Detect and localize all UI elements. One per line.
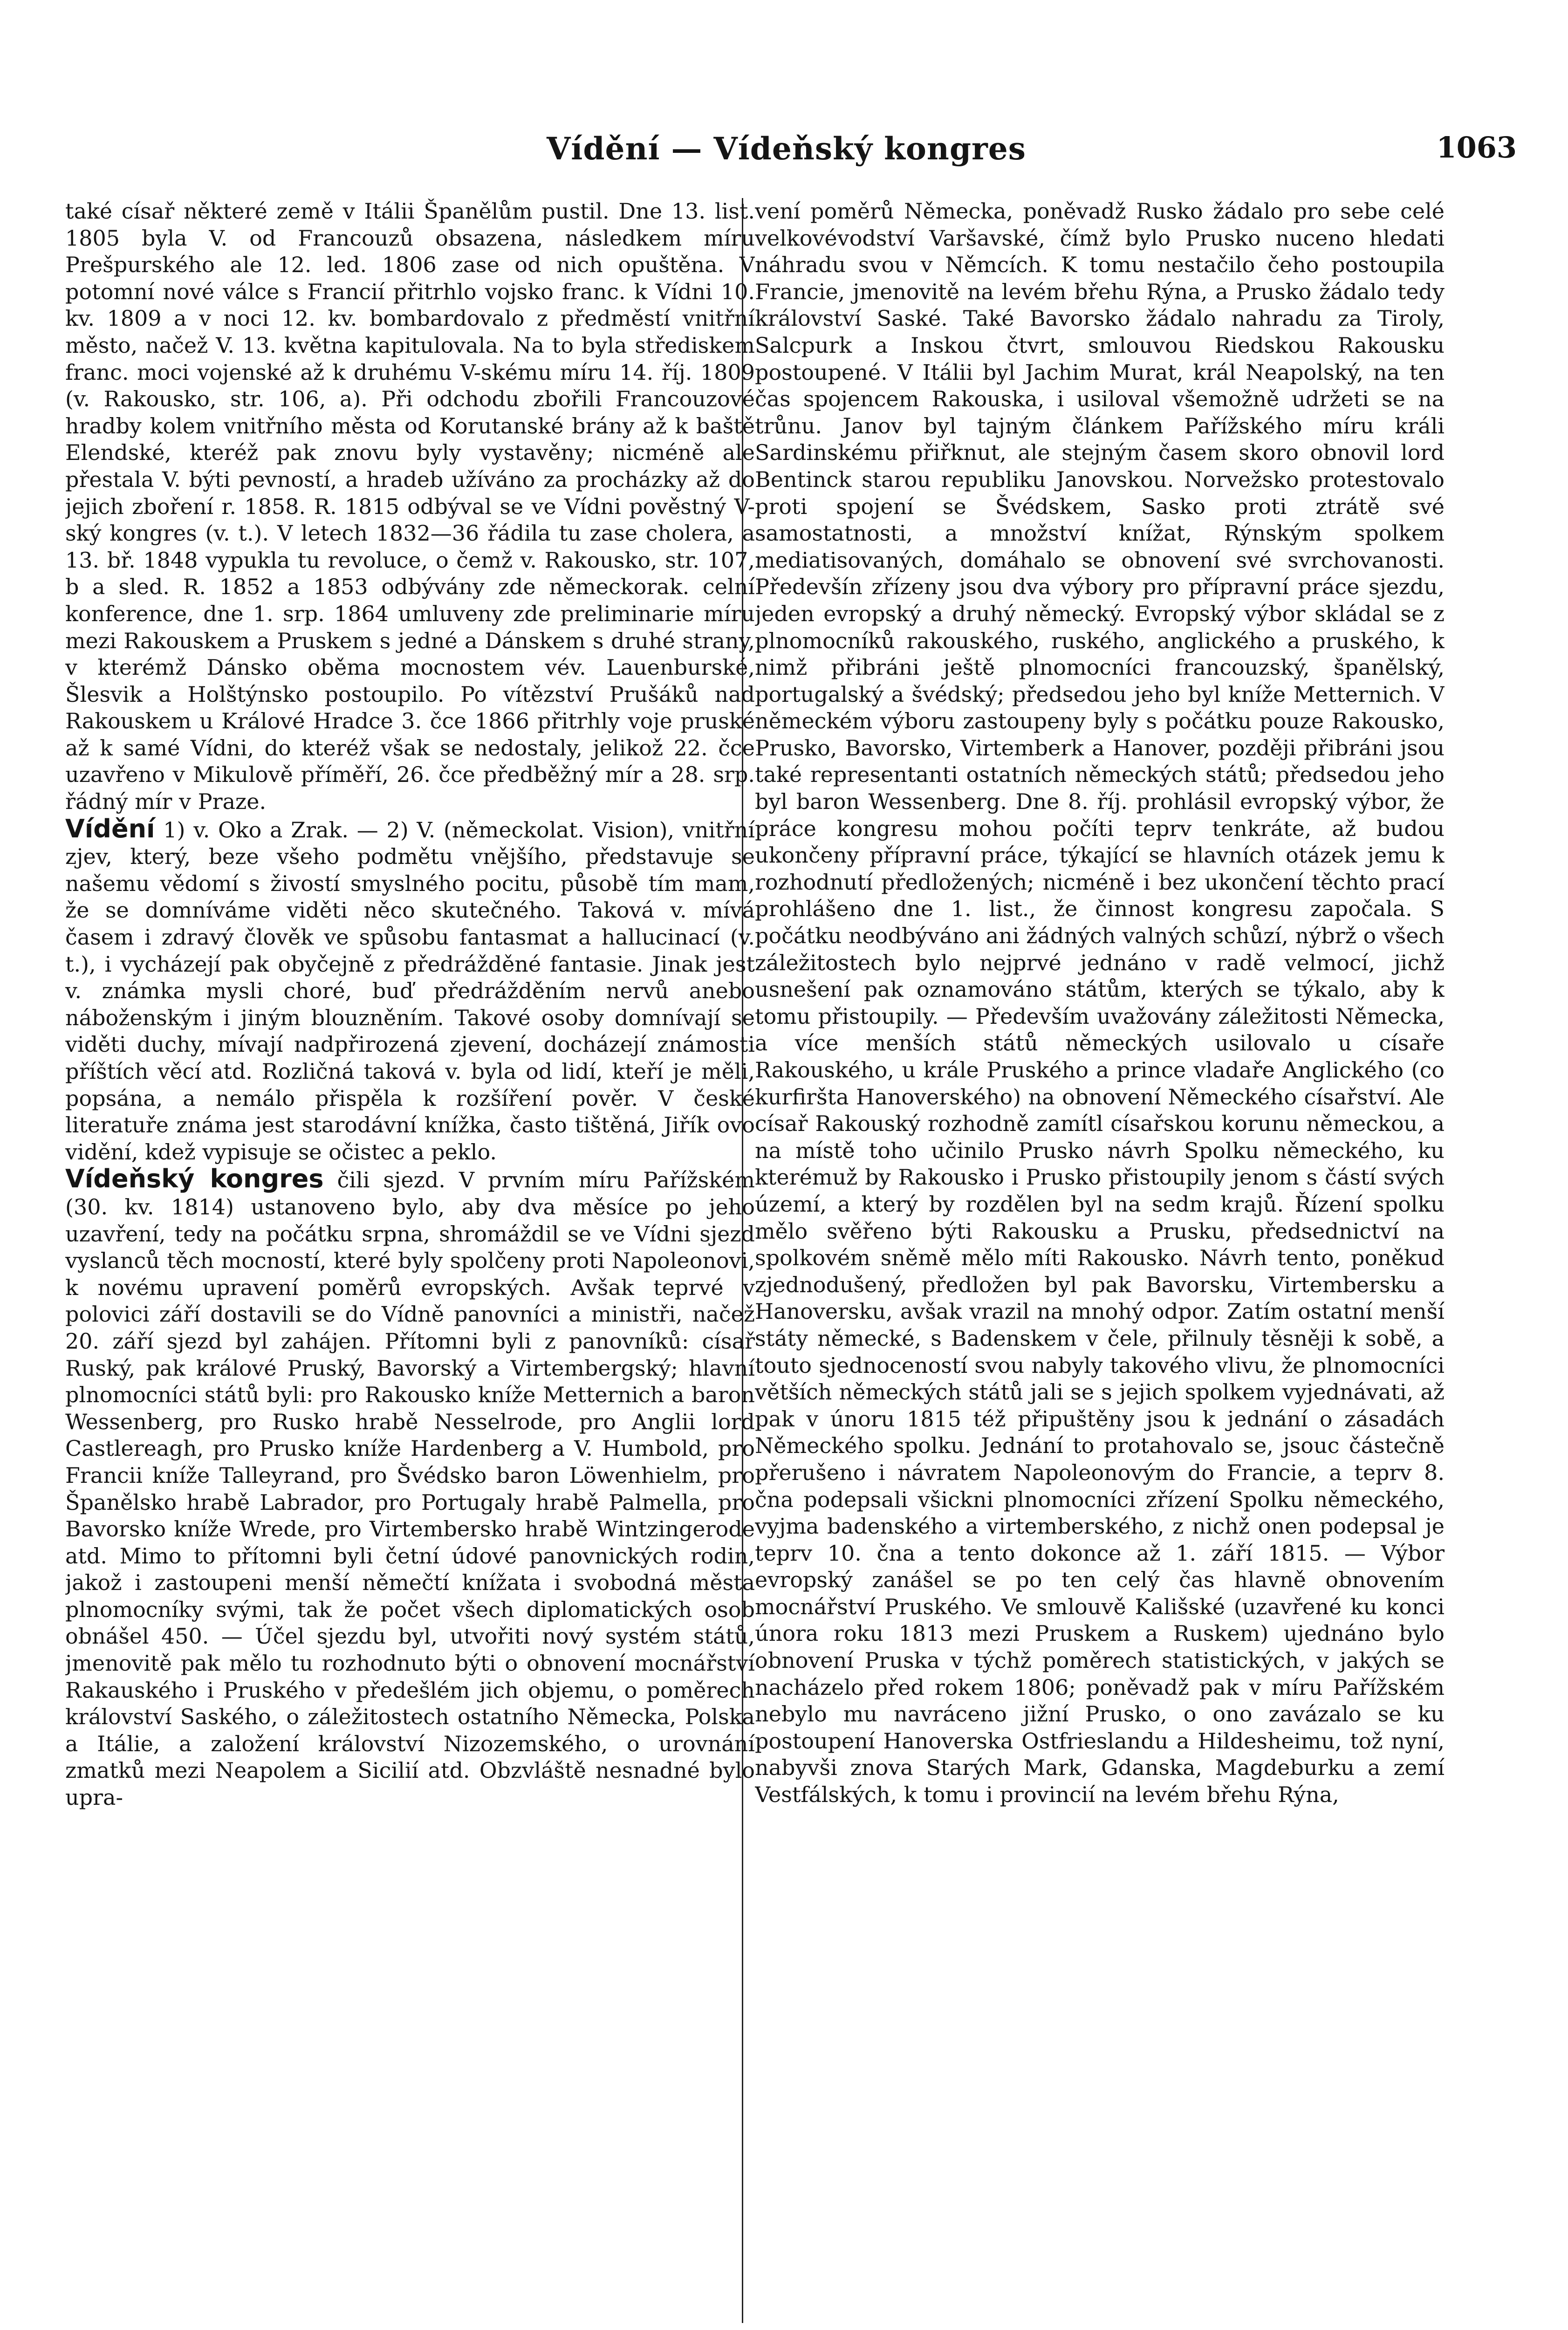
paragraph-kongres-continued: vení poměrů Německa, poněvadž Rusko žádalo pro sebe celé velkovévodství Varšavské, čímž bylo Prusko nuceno hledati náhradu svou v Němcích. K tomu nestačilo čeho postoupila Francie, jmenovitě na levém břehu Rýna, a Prusko žádalo tedy království Saské. Také Bavorsko žádalo nahradu za Tiroly, Salcpurk a Inskou čtvrt, smlouvou Riedskou Rakousku postoupené. V Itálii byl Jachim Murat, král Neapolský, na ten čas spojencem Rakouska, i usiloval všemožně udržeti se na trůnu. Janov byl tajným článkem Pařížského míru králi Sardinskému přiřknut, ale stejným časem skoro obnovil lord Bentinck starou republiku Janovskou. Norvežsko protestovalo proti spojení se Švédskem, Sasko proti ztrátě své samostatnosti, a množství knížat, Rýnským spolkem mediatisovaných, domáhalo se obnovení své svrchovanosti. Předevšín zřízeny jsou dva výbory pro přípravní práce sjezdu, jeden evropský a druhý německý. Evropský výbor skládal se z plnomocníků rakouského, ruského, anglického a pruského, k nimž přibráni ještě plnomocníci francouzský, španělský, portugalský a švédský; předsedou jeho byl kníže Metternich. V německém výboru zastoupeny byly s počátku pouze Rakousko, Prusko, Bavorsko, Virtemberk a Hanover, později přibráni jsou také representanti ostatních německých států; předsedou jeho byl baron Wessenberg. Dne 8. říj. prohlásil evropský výbor, že práce kongresu mohou počíti teprv tenkráte, až budou ukončeny přípravní práce, týkající se hlavních otázek jemu k rozhodnutí předložených; nicméně i bez ukončení těchto prací prohlášeno dne 1. list., že činnost kongresu započala. S počátku neodbýváno ani žádných valných schůzí, nýbrž o všech záležitostech bylo nejprvé jednáno v radě velmocí, jichž usnešení pak oznamováno státům, kterých se týkalo, aby k tomu přistoupily. — Především uvažovány záležitosti Německa, a více menších států německých usilovalo u císaře Rakouského, u krále Pruského a prince vladaře Anglického (co kurfiršta Hanoverského) na obnovení Německého císařství. Ale císař Rakouský rozhodně zamítl císařskou korunu německou, a na místě toho učinilo Prusko návrh Spolku německého, ku kterémuž by Rakousko i Prusko přistoupily jenom s částí svých území, a který by rozdělen byl na sedm krajů. Řízení spolku mělo svěřeno býti Rakousku a Prusku, předsednictví na spolkovém sněmě mělo míti Rakousko. Návrh tento, poněkud zjednodušený, předložen byl pak Bavorsku, Virtembersku a Hanoversku, avšak vrazil na mnohý odpor. Zatím ostatní menší státy německé, s Badenskem v čele, přilnuly těsněji k sobě, a touto sjednoceností svou nabyly takového vlivu, že plnomocníci větších německých států jali se s jejich spolkem vyjednávati, až pak v únoru 1815 též připuštěny jsou k jednání o zásadách Německého spolku. Jednání to protahovalo se, jsouc částečně přerušeno i návratem Napoleonovým do Francie, a teprv 8. čna podepsali všickni plnomocníci zřízení Spolku německého, vyjma badenského a virtemberského, z nichž onen podepsal je teprv 10. čna a tento dokonce až 1. září 1815. — Výbor evropský zanášel se po ten celý čas hlavně obnovením mocnářství Pruského. Ve smlouvě Kališské (uzavřené ku konci února roku 1813 mezi Pruskem a Ruskem) ujednáno bylo obnovení Pruska v týchž poměrech statistických, v jakých se nacházelo před rokem 1806; poněvadž pak v míru Pařížském nebylo mu navráceno jižní Prusko, o ono zavázalo se ku postoupení Hanoverska Ostfrieslandu a Hildesheimu, tož nyní, nabyvši znova Starých Mark, Gdanska, Magdeburku a zemí Vestfálských, k tomu i provincií na levém břehu Rýna, xyxy=(755,199,1445,1808)
entry-heading-kongres: Vídeňský kongres xyxy=(65,1164,324,1194)
left-column xyxy=(65,198,755,2330)
running-title: Vídění — Vídeňský kongres xyxy=(547,130,1026,167)
entry-body-kongres: čili sjezd. V prvním míru Pařížském (30. kv. 1814) ustanoveno bylo, aby dva měsíce po jeho uzavření, tedy na počátku srpna, shromáždil se ve Vídni sjezd vyslanců těch mocností, které byly spolčeny proti Napoleonovi, k novému upravení poměrů evropských. Avšak teprvé v polovici září dostavili se do Vídně panovníci a ministři, načež 20. září sjezd byl zahájen. Přítomni byli z panovníků: císař Ruský, pak králové Pruský, Bavorský a Virtembergský; hlavní plnomocníci států byli: pro Rakousko kníže Metternich a baron Wessenberg, pro Rusko hrabě Nesselrode, pro Anglii lord Castlereagh, pro Prusko kníže Hardenberg a V. Humbold, pro Francii kníže Talleyrand, pro Švédsko baron Löwenhielm, pro Španělsko hrabě Labrador, pro Portugaly hrabě Palmella, pro Bavorsko kníže Wrede, pro Virtembersko hrabě Wintzingerode atd. Mimo to přítomni byli četní údové panovnických rodin, jakož i zastoupeni menší němečtí knížata i svobodná města plnomocníky svými, tak že počet všech diplomatických osob obnášel 450. — Účel sjezdu byl, utvořiti nový systém států, jmenovitě pak mělo tu rozhodnuto býti o obnovení mocnářství Rakauského i Pruského v předešlém jich objemu, o poměrech království Saského, o záležitostech ostatního Německa, Polska a Itálie, a založení království Nizozemského, o urovnání zmatků mezi Neapolem a Sicilií atd. Obzvláště nesnadné bylo upra- xyxy=(65,1167,755,1810)
entry-body-videni: 1) v. Oko a Zrak. — 2) V. (německolat. Vision), vnitřní zjev, který, beze všeho podmětu vnějšího, představuje se našemu vědomí s živostí smyslného pocitu, působě tím mam, že se domníváme viděti něco skutečného. Taková v. mívá časem i zdravý člověk ve spůsobu fantasmat a hallucinací (v. t.), i vycházejí pak obyčejně z předrážděné fantasie. Jinak jest v. známka mysli choré, buď předrážděním nervů anebo náboženským i jiným blouzněním. Takové osoby domnívají se viděti duchy, mívají nadpřirozená zjevení, docházejí známosti příštích věcí atd. Rozličná taková v. byla od lidí, kteří je měli, popsána, a nemálo přispěla k rozšíření pověr. V české literatuře známa jest starodávní knížka, často tištěná, Jiřík ovo vidění, kdež vypisuje se očistec a peklo. xyxy=(65,817,755,1165)
page-number: 1063 xyxy=(1436,130,1517,164)
page-header xyxy=(56,130,1517,182)
entry-heading-videni: Vídění xyxy=(65,814,155,843)
paragraph-vienna-history: také císař některé země v Itálii Španělům pustil. Dne 13. list. 1805 byla V. od Francouzů obsazena, následkem míru Prešpurského ale 12. led. 1806 zase od nich opuštěna. V potomní nové válce s Francií přitrhlo vojsko franc. k Vídni 10. kv. 1809 a v noci 12. kv. bombardovalo z předměstí vnitřní město, načež V. 13. května kapitulovala. Na to byla střediskem franc. moci vojenské až k druhému V-skému míru 14. říj. 1809 (v. Rakousko, str. 106, a). Při odchodu zbořili Francouzové hradby kolem vnitřního města od Korutanské brány až k baště Elendské, kteréž pak znovu byly vystavěny; nicméně ale přestala V. býti pevností, a hradeb užíváno za procházky až do jejich zboření r. 1858. R. 1815 odbýval se ve Vídni pověstný V-ský kongres (v. t.). V letech 1832—36 řádila tu zase cholera, a 13. bř. 1848 vypukla tu revoluce, o čemž v. Rakousko, str. 107, b a sled. R. 1852 a 1853 odbývány zde německorak. celní konference, dne 1. srp. 1864 umluveny zde preliminarie míru mezi Rakouskem a Pruskem s jedné a Dánskem s druhé strany, v kterémž Dánsko oběma mocnostem vév. Lauenburské, Šlesvik a Holštýnsko postoupilo. Po vítězství Prušáků nad Rakouskem u Králové Hradce 3. čce 1866 přitrhly voje pruské až k samé Vídni, do kteréž však se nedostaly, jelikož 22. čce uzavřeno v Mikulově příměří, 26. čce předběžný mír a 28. srp. řádný mír v Praze. xyxy=(65,199,755,815)
entry-videnskykongres xyxy=(65,1165,755,1811)
entry-videni xyxy=(65,816,755,1166)
right-column xyxy=(755,198,1445,2330)
